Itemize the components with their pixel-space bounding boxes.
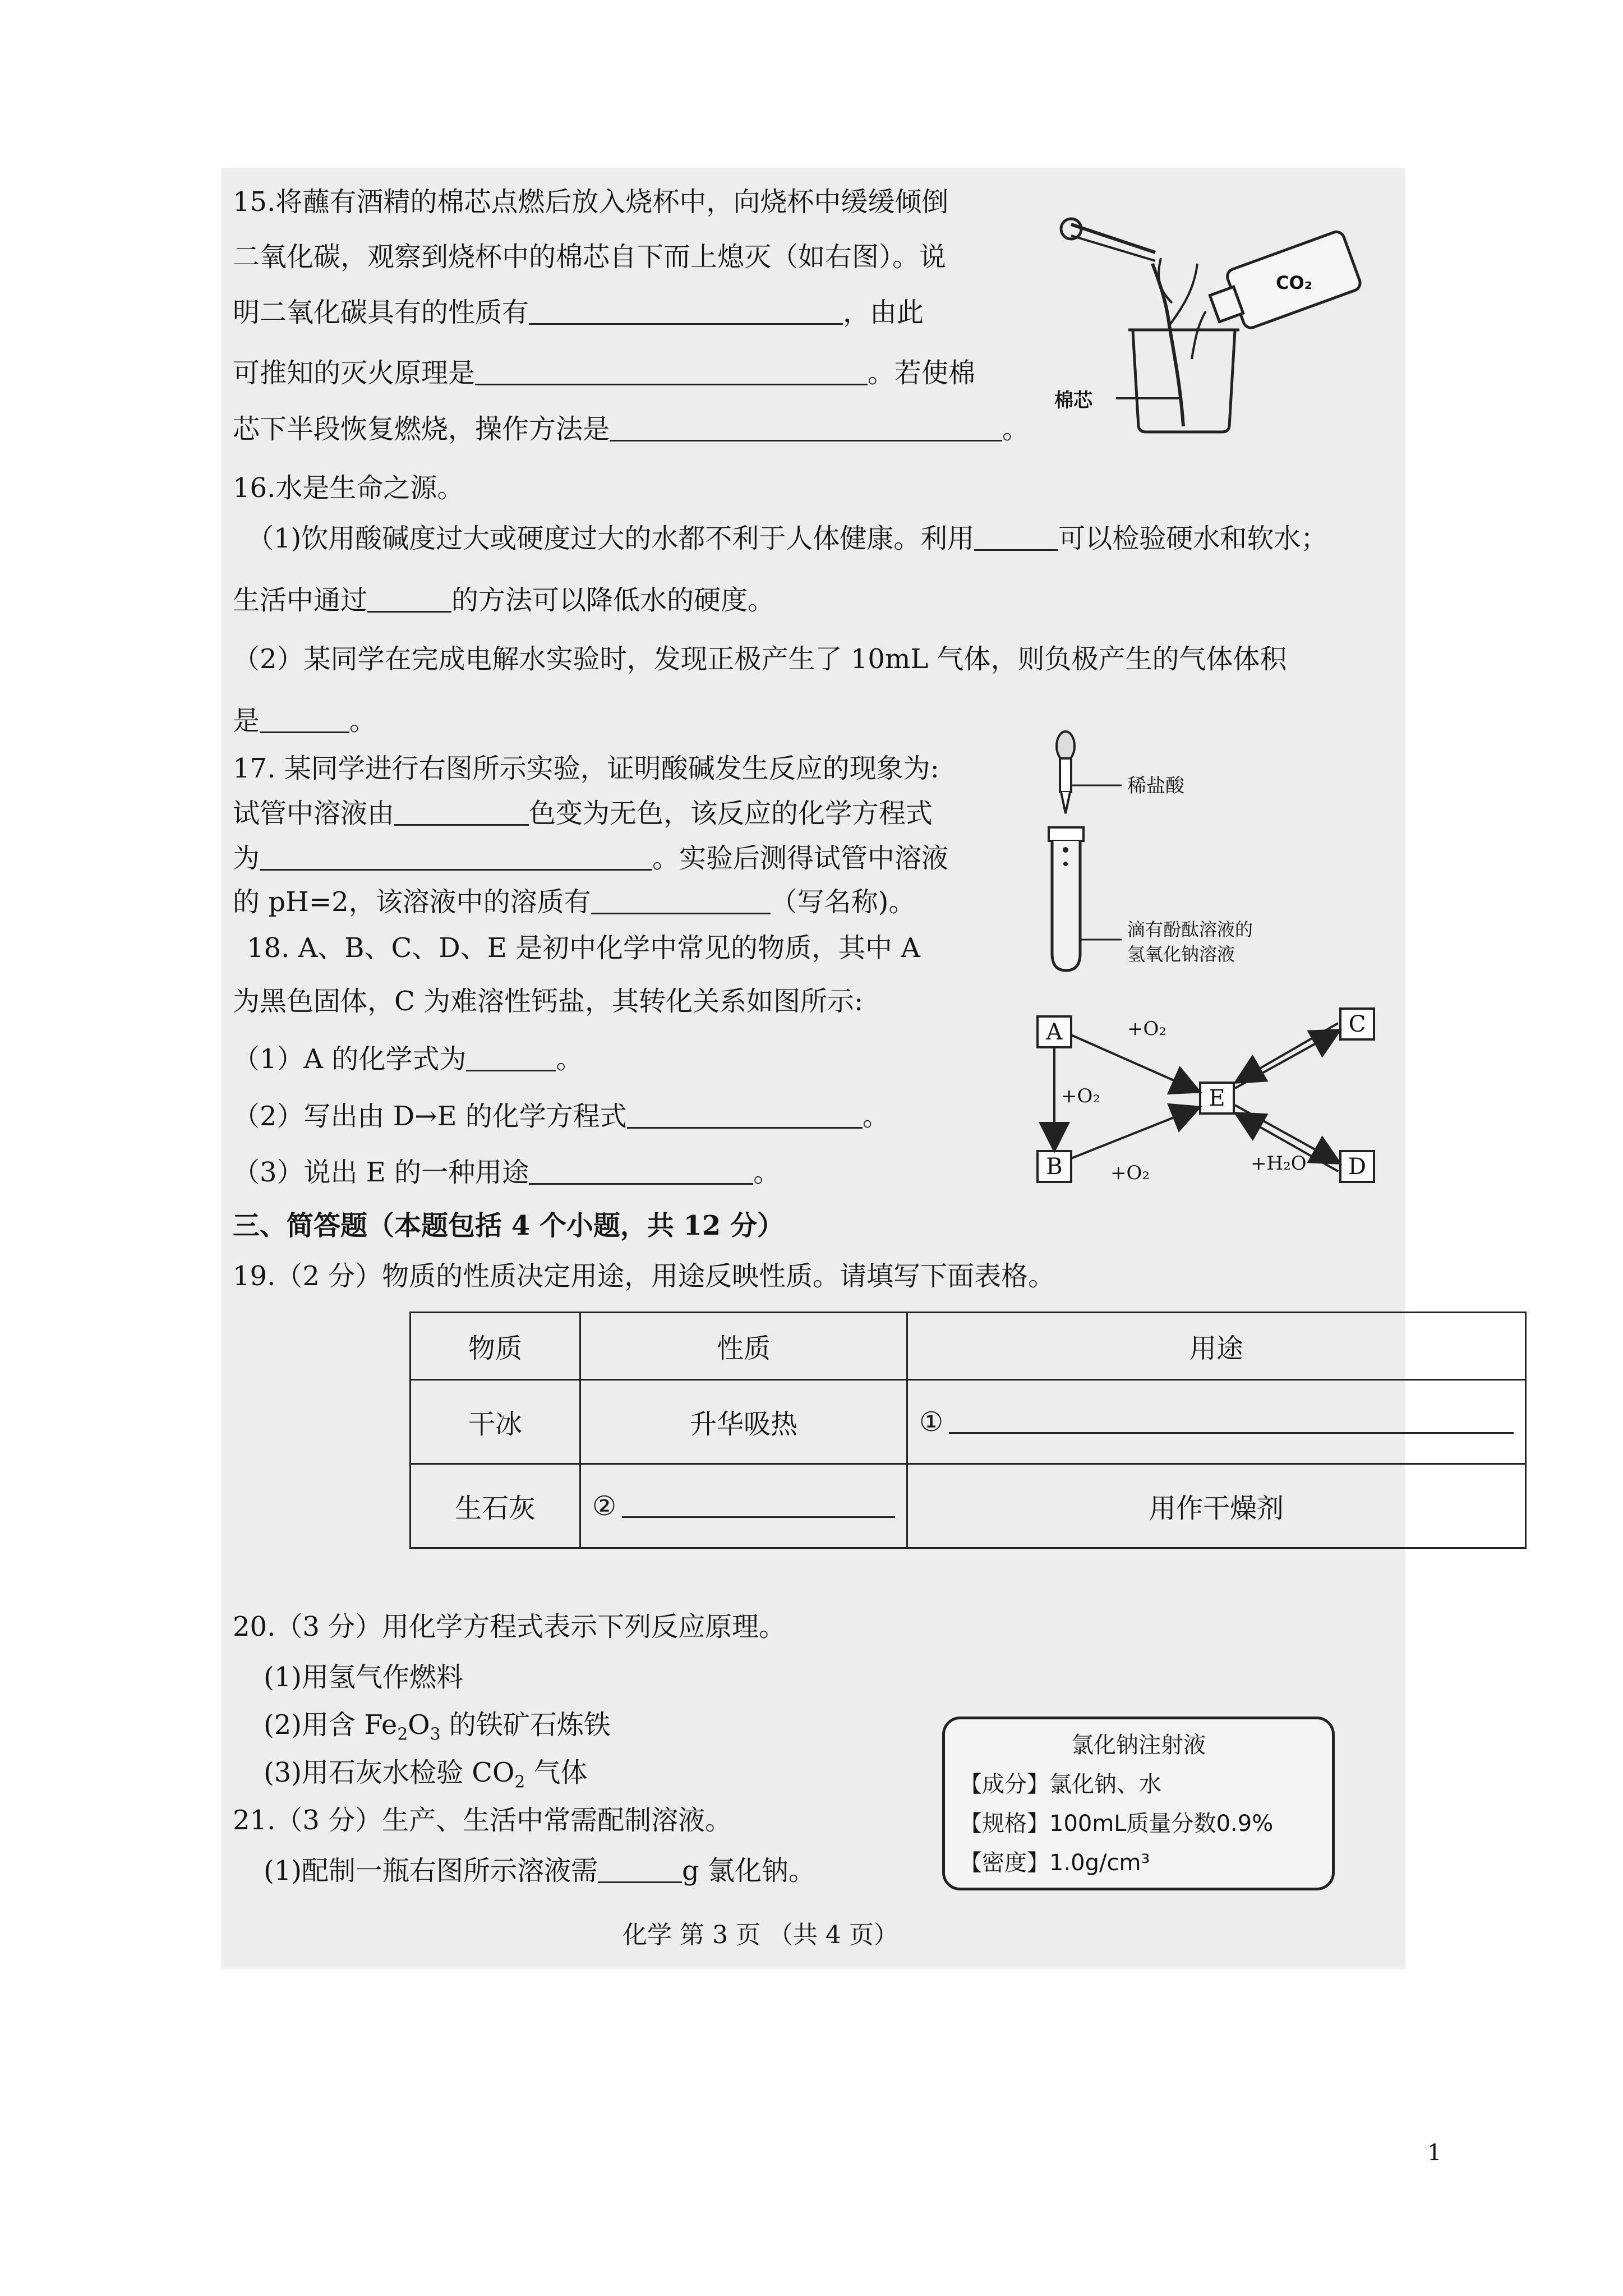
q16-title: 16.水是生命之源。 bbox=[233, 472, 464, 504]
saline-composition: 【成分】氯化钠、水 bbox=[960, 1772, 1161, 1797]
edge-a-b-label: +O₂ bbox=[1061, 1085, 1100, 1107]
node-b-label: B bbox=[1046, 1154, 1063, 1180]
answer-blank[interactable] bbox=[475, 359, 868, 385]
q20-p1: (1)用氢气作燃料 bbox=[264, 1662, 463, 1693]
solution-label-1: 滴有酚酞溶液的 bbox=[1127, 919, 1253, 940]
q15-line5: 芯下半段恢复燃烧，操作方法是 。 bbox=[233, 413, 1030, 445]
answer-blank[interactable] bbox=[610, 415, 1002, 441]
page-footer: 化学 第 3 页 （共 4 页） bbox=[623, 1921, 898, 1949]
co2-bottle-label: CO₂ bbox=[1276, 272, 1312, 293]
q16-p1-cont: 生活中通过 的方法可以降低水的硬度。 bbox=[233, 585, 775, 616]
node-a-label: A bbox=[1046, 1019, 1063, 1045]
transformation-diagram bbox=[1026, 1004, 1408, 1195]
answer-blank[interactable] bbox=[974, 524, 1058, 551]
saline-density: 【密度】1.0g/cm³ bbox=[960, 1850, 1150, 1876]
cell-substance: 生石灰 bbox=[411, 1464, 580, 1548]
q20-title: 20.（3 分）用化学方程式表示下列反应原理。 bbox=[233, 1611, 786, 1642]
answer-blank[interactable] bbox=[260, 844, 652, 871]
answer-blank[interactable] bbox=[529, 298, 843, 325]
answer-blank[interactable] bbox=[949, 1410, 1514, 1434]
q15-line3: 明二氧化碳具有的性质有 ，由此 bbox=[233, 297, 924, 328]
answer-blank[interactable] bbox=[598, 1857, 682, 1883]
dilute-acid-label: 稀盐酸 bbox=[1127, 775, 1184, 797]
saline-injection-label bbox=[942, 1717, 1335, 1890]
answer-blank[interactable] bbox=[591, 888, 771, 914]
header-property: 性质 bbox=[580, 1313, 907, 1380]
test-tube-figure bbox=[1043, 729, 1335, 982]
header-substance: 物质 bbox=[411, 1313, 580, 1380]
answer-blank[interactable] bbox=[529, 1158, 753, 1185]
wick-label: 棉芯 bbox=[1054, 389, 1092, 412]
answer-blank[interactable] bbox=[466, 1045, 556, 1071]
header-use: 用途 bbox=[907, 1313, 1526, 1380]
q15-line4: 可推知的灭火原理是 。若使棉 bbox=[233, 357, 976, 389]
edge-e-d-label: +H₂O bbox=[1251, 1152, 1307, 1175]
q16-p2-cont: 是 。 bbox=[233, 705, 377, 737]
q18-p1: （1）A 的化学式为 。 bbox=[233, 1043, 583, 1075]
saline-title: 氯化钠注射液 bbox=[1071, 1732, 1206, 1758]
table-row bbox=[411, 1380, 1526, 1464]
saline-specification: 【规格】100mL质量分数0.9% bbox=[960, 1811, 1274, 1837]
q21-p1: (1)配制一瓶右图所示溶液需 g 氯化钠。 bbox=[264, 1855, 815, 1887]
table-row bbox=[411, 1464, 1526, 1548]
q15-line1: 15.将蘸有酒精的棉芯点燃后放入烧杯中，向烧杯中缓缓倾倒 bbox=[233, 186, 949, 218]
answer-blank[interactable] bbox=[260, 707, 349, 733]
node-e-label: E bbox=[1209, 1085, 1225, 1111]
q20-p2: (2)用含 $Fe_2O_3$ 的铁矿石炼铁 bbox=[264, 1709, 611, 1745]
answer-blank[interactable] bbox=[394, 799, 529, 826]
answer-blank[interactable] bbox=[627, 1102, 863, 1129]
co2-beaker-figure bbox=[1054, 191, 1368, 438]
edge-a-e-label: +O₂ bbox=[1127, 1018, 1166, 1040]
q20-p3: (3)用石灰水检验 $CO_2$ 气体 bbox=[264, 1757, 588, 1792]
q17-line3: 为 。实验后测得试管中溶液 bbox=[233, 843, 949, 874]
blank-marker-2: ② bbox=[592, 1490, 617, 1522]
cell-property bbox=[580, 1464, 907, 1548]
edge-b-e-label: +O₂ bbox=[1110, 1162, 1150, 1184]
solution-label-2: 氢氧化钠溶液 bbox=[1127, 944, 1235, 965]
property-use-table bbox=[409, 1312, 1527, 1549]
q19-title: 19.（2 分）物质的性质决定用途，用途反映性质。请填写下面表格。 bbox=[233, 1260, 1055, 1292]
answer-blank[interactable] bbox=[367, 586, 451, 613]
q17-line4: 的 pH=2，该溶液中的溶质有 （写名称)。 bbox=[233, 886, 916, 918]
node-d-label: D bbox=[1348, 1154, 1367, 1180]
q16-p2: （2）某同学在完成电解水实验时，发现正极产生了 10mL 气体，则负极产生的气体体积 bbox=[233, 643, 1287, 675]
q18-p3: （3）说出 E 的一种用途 。 bbox=[233, 1157, 781, 1188]
q18-line1: 18. A、B、C、D、E 是初中化学中常见的物质，其中 A bbox=[247, 932, 920, 964]
page-number: 1 bbox=[1427, 2140, 1442, 2166]
q17-line1: 17. 某同学进行右图所示实验，证明酸碱发生反应的现象为: bbox=[233, 753, 939, 784]
q16-p1: （1)饮用酸碱度过大或硬度过大的水都不利于人体健康。利用 可以检验硬水和软水； bbox=[247, 523, 1328, 554]
cell-property: 升华吸热 bbox=[580, 1380, 907, 1464]
q18-p2: （2）写出由 D→E 的化学方程式 。 bbox=[233, 1101, 889, 1132]
cell-substance: 干冰 bbox=[411, 1380, 580, 1464]
cell-use: 用作干燥剂 bbox=[907, 1464, 1526, 1548]
answer-blank[interactable] bbox=[622, 1494, 895, 1518]
q15-line2: 二氧化碳，观察到烧杯中的棉芯自下而上熄灭（如右图）。说 bbox=[233, 241, 947, 273]
table-header-row bbox=[411, 1313, 1526, 1380]
section-3-title: 三、简答题（本题包括 4 个小题，共 12 分） bbox=[233, 1210, 785, 1241]
node-c-label: C bbox=[1348, 1011, 1366, 1037]
blank-marker-1: ① bbox=[919, 1406, 944, 1438]
q17-line2: 试管中溶液由 色变为无色，该反应的化学方程式 bbox=[233, 798, 933, 829]
q18-line2: 为黑色固体，C 为难溶性钙盐，其转化关系如图所示: bbox=[233, 986, 864, 1017]
q21-title: 21.（3 分）生产、生活中常需配制溶液。 bbox=[233, 1805, 732, 1836]
cell-use bbox=[907, 1380, 1526, 1464]
